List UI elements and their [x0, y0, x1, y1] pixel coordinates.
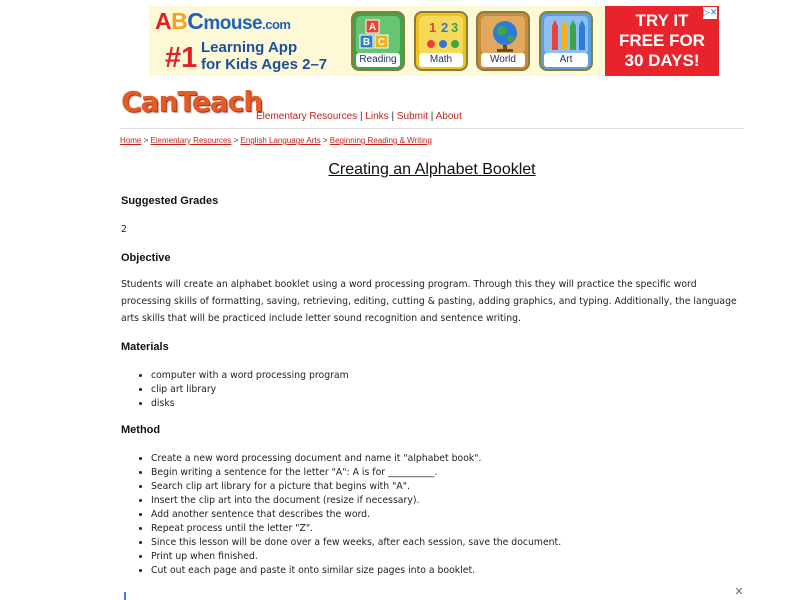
ad-banner[interactable] — [149, 6, 719, 76]
abcmouse-logo — [155, 8, 290, 35]
nav-separator: | — [359, 111, 366, 122]
list-item: • Search clip art library for a picture that begins with "A". — [151, 480, 561, 494]
svg-text:C: C — [377, 37, 386, 48]
numbers-icon — [419, 16, 463, 54]
ad-tile-label: Art — [544, 53, 588, 67]
page-title: Creating an Alphabet Booklet — [328, 161, 536, 178]
cta-text: TRY IT FREE FOR 30 DAYS! — [619, 11, 705, 70]
ad-rank: #1 — [165, 42, 198, 74]
ad-close-icon[interactable]: ▷✕ — [703, 8, 718, 18]
list-item: • Cut out each page and paste it onto similar size pages into a booklet. — [151, 564, 561, 578]
ad-tile-label: World — [481, 53, 525, 67]
objective-text: Students will create an alphabet booklet using a word processing program. Through this they will practice the specific word processing skills of formatting, saving, retrieving, editing, cutting & pasting, adding graphics, and typing. Additionally, the language arts skills that will be practiced include letter sound recognition and sentence writing. — [121, 279, 737, 324]
svg-text:B: B — [362, 37, 371, 48]
nav-link-elementary-resources[interactable]: Elementary Resources — [256, 111, 358, 122]
list-item: • Begin writing a sentence for the letter "A": A is for __________. — [151, 466, 561, 480]
bottom-ad-marker — [124, 592, 126, 600]
grades-heading: Suggested Grades — [121, 195, 219, 207]
list-item: • Create a new word processing document and name it "alphabet book". — [151, 452, 561, 466]
svg-text:A: A — [368, 22, 377, 33]
list-item: • Print up when finished. — [151, 550, 561, 564]
svg-text:3: 3 — [451, 20, 459, 35]
materials-heading: Materials — [121, 341, 169, 353]
ad-tile-math[interactable] — [414, 11, 468, 71]
header-divider — [120, 128, 744, 129]
list-item: • clip art library — [151, 383, 349, 397]
brand-abc: ABC — [155, 8, 204, 34]
list-item: • Insert the clip art into the document (resize if necessary). — [151, 494, 561, 508]
ad-tile-label: Math — [419, 53, 463, 67]
svg-text:1: 1 — [429, 20, 437, 35]
grades-value: 2 — [121, 224, 127, 235]
ad-tile-world[interactable] — [476, 11, 530, 71]
breadcrumb — [120, 136, 432, 145]
ad-tagline — [201, 39, 327, 73]
globe-icon — [481, 16, 525, 54]
list-item: • Repeat process until the letter "Z". — [151, 522, 561, 536]
site-logo[interactable]: CanTeach — [121, 85, 263, 118]
try-free-button[interactable] — [605, 6, 719, 76]
list-item: • Since this lesson will be done over a few weeks, after each session, save the document. — [151, 536, 561, 550]
crayons-icon — [544, 16, 588, 54]
ad-tile-label: Reading — [356, 53, 400, 67]
ad-tile-art[interactable] — [539, 11, 593, 71]
ad-tagline-line2: for Kids Ages 2–7 — [201, 56, 328, 73]
breadcrumb-separator: > — [233, 136, 241, 145]
breadcrumb-home[interactable]: Home — [120, 136, 142, 145]
objective-heading: Objective — [121, 252, 171, 264]
svg-text:2: 2 — [441, 20, 449, 35]
materials-list — [121, 369, 349, 411]
top-nav — [256, 111, 462, 122]
list-item: • Add another sentence that describes the word. — [151, 508, 561, 522]
breadcrumb-english-language-arts[interactable]: English Language Arts — [240, 136, 321, 145]
breadcrumb-elementary-resources[interactable]: Elementary Resources — [150, 136, 232, 145]
nav-link-about[interactable]: About — [435, 111, 462, 122]
breadcrumb-beginning-reading-writing[interactable]: Beginning Reading & Writing — [329, 136, 432, 145]
list-item: • disks — [151, 397, 349, 411]
abc-blocks-icon — [356, 16, 400, 54]
breadcrumb-separator: > — [322, 136, 330, 145]
nav-separator: | — [391, 111, 397, 122]
method-heading: Method — [121, 424, 161, 436]
nav-link-submit[interactable]: Submit — [396, 111, 428, 122]
ad-tagline-line1: Learning App — [201, 39, 298, 56]
brand-tld: .com — [262, 17, 291, 32]
nav-link-links[interactable]: Links — [365, 111, 389, 122]
ad-tile-reading[interactable] — [351, 11, 405, 71]
bottom-ad-close-icon[interactable]: ✕ — [734, 585, 744, 598]
nav-separator: | — [430, 111, 436, 122]
method-list — [121, 452, 561, 578]
breadcrumb-separator: > — [143, 136, 151, 145]
list-item: • computer with a word processing program — [151, 369, 349, 383]
brand-mouse: mouse — [203, 13, 263, 34]
